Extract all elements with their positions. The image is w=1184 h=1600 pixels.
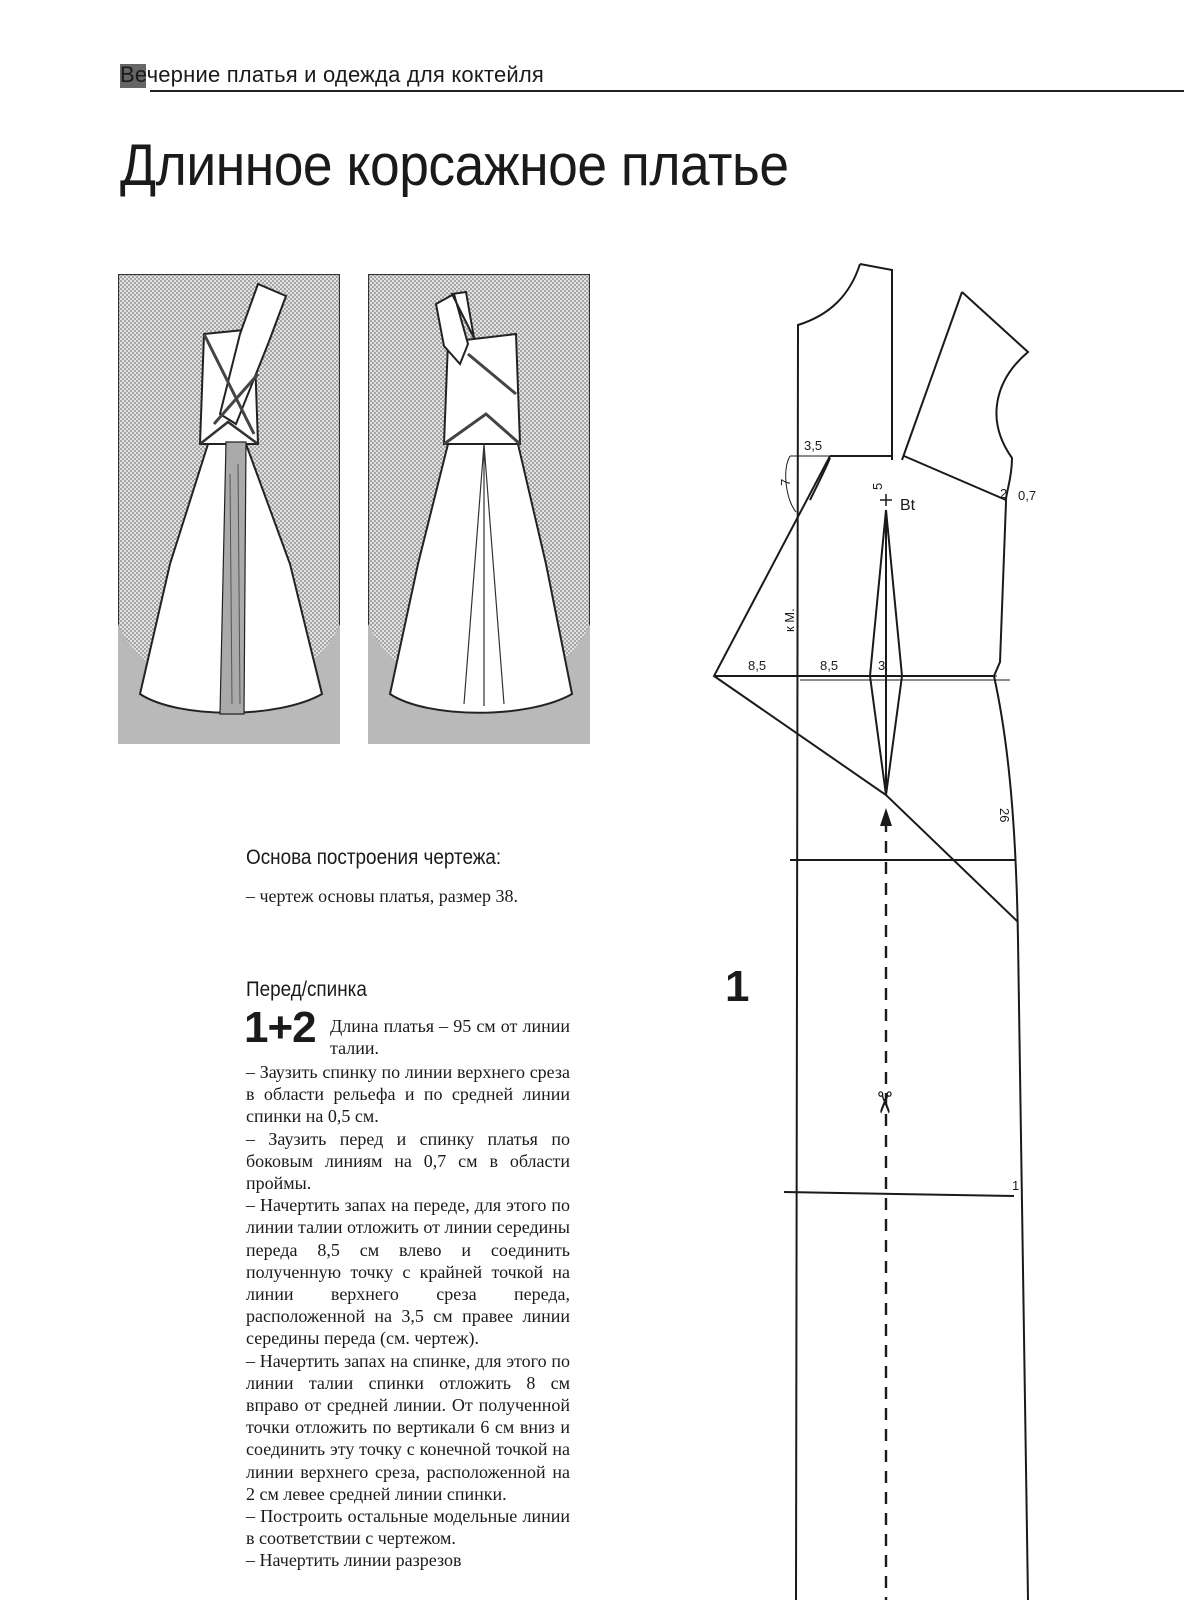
page-title: Длинное корсажное платье bbox=[120, 133, 789, 198]
measure-label: 8,5 bbox=[820, 658, 839, 673]
instruction-paragraph: – Заузить спинку по линии верхнего среза в области рельефа и по средней линии спинки на 0,5 см. bbox=[246, 1062, 570, 1127]
measure-label: 8,5 bbox=[748, 658, 767, 673]
dress-front-illustration bbox=[118, 274, 340, 744]
step-instructions bbox=[246, 1061, 570, 1572]
measure-label: 2 bbox=[1000, 486, 1008, 501]
measure-label: 3,5 bbox=[804, 438, 823, 453]
running-head: Вечерние платья и одежда для коктейля bbox=[120, 62, 545, 87]
basis-text: – чертеж основы платья, размер 38. bbox=[246, 886, 518, 906]
running-head-rule bbox=[150, 90, 1184, 92]
measure-label: 1 bbox=[1012, 1178, 1020, 1193]
dress-back-illustration bbox=[368, 274, 590, 744]
pattern-draft-drawing bbox=[700, 250, 1184, 1600]
figure-number: 1 bbox=[725, 962, 750, 1011]
grainline-arrow bbox=[880, 808, 892, 826]
measure-label: 3 bbox=[878, 658, 886, 673]
measure-label: 7 bbox=[778, 478, 793, 486]
basis-heading: Основа построения чертежа: bbox=[246, 846, 502, 869]
measure-label: 26 bbox=[997, 808, 1012, 823]
section-heading: Перед/спинка bbox=[246, 978, 367, 1001]
measure-label: 5 bbox=[870, 482, 885, 490]
measure-label: 0,7 bbox=[1018, 488, 1037, 503]
instruction-paragraph: – Начертить запах на переде, для этого по линии талии отложить от линии середины переда 8,5 см влево и соединить полученную точку с крайней точкой на линии верхнего среза переда, расположенной на 3,5 см правее линии середины переда (см. чертеж). bbox=[246, 1195, 570, 1349]
instruction-paragraph: – Начертить линии разрезов bbox=[246, 1550, 462, 1571]
measure-label: к М. bbox=[782, 608, 797, 632]
instruction-paragraph: – Построить остальные модельные линии в соответствии с чертежом. bbox=[246, 1506, 570, 1549]
step-number: 1+2 bbox=[244, 1003, 316, 1052]
step-lead-text: Длина платья – 95 см от линии талии. bbox=[330, 1016, 570, 1058]
scissors-icon: ✂ bbox=[867, 1090, 900, 1116]
bust-point-label: Bt bbox=[900, 497, 916, 514]
instruction-paragraph: – Начертить запах на спинке, для этого по линии талии спинки отложить 8 см вправо от средней линии. От полученной точки отложить по вертикали 6 см вниз и соединить эту точку с конечной точкой на линии верхнего среза, расположенной на 2 см левее средней линии спинки. bbox=[246, 1350, 570, 1504]
instruction-paragraph: – Заузить перед и спинку платья по боковым линиям на 0,7 см в области проймы. bbox=[246, 1128, 570, 1194]
